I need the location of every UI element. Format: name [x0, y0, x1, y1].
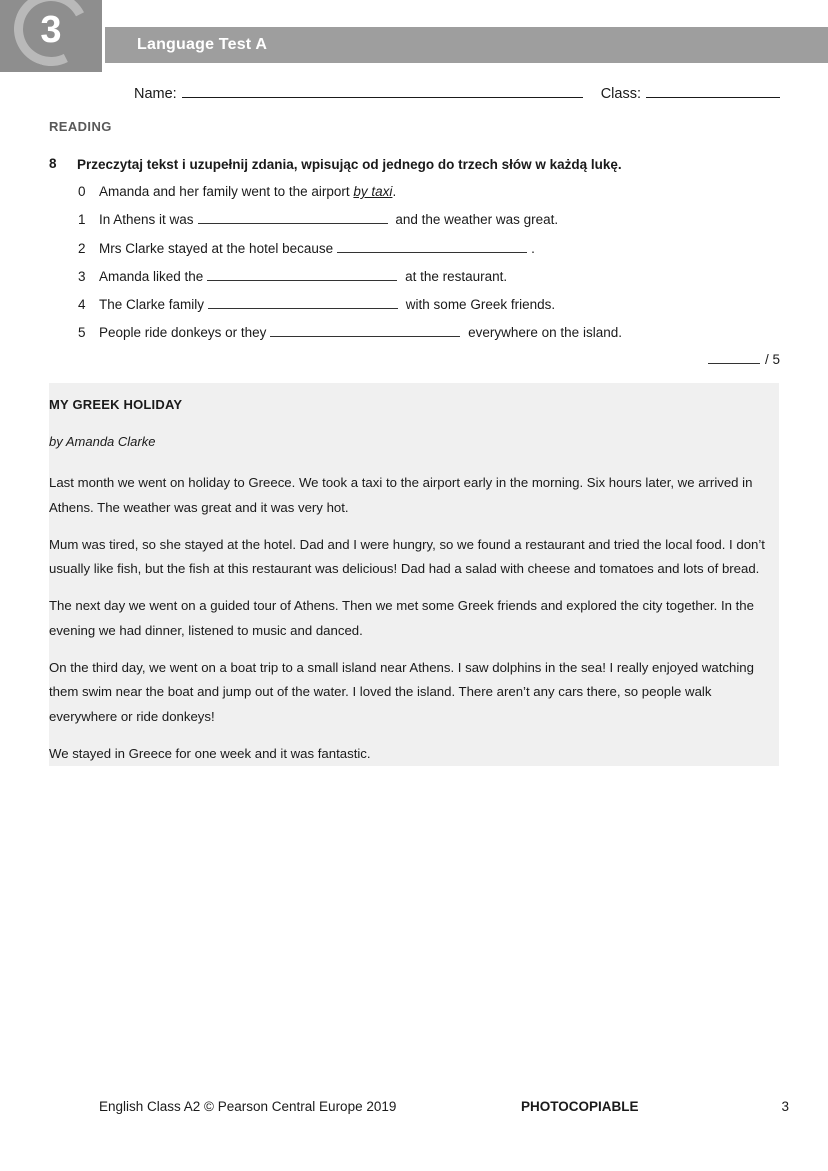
passage-title: MY GREEK HOLIDAY	[49, 397, 183, 412]
unit-number: 3	[40, 9, 62, 51]
item-number: 1	[78, 212, 86, 228]
score-max: / 5	[764, 352, 780, 367]
reading-passage-panel	[49, 383, 779, 766]
score-input-line[interactable]	[708, 351, 760, 364]
passage-body	[49, 471, 779, 766]
page-footer	[99, 1099, 789, 1114]
item-text-after-gap: everywhere on the island.	[468, 325, 622, 341]
passage-paragraph: Last month we went on holiday to Greece. We took a taxi to the airport early in the morning. Six hours later, we arrived in Athens. The weather was great and it was very hot.	[49, 475, 753, 515]
student-identification-line	[134, 85, 780, 102]
task-number: 8	[49, 156, 57, 171]
item-text-after-gap: .	[392, 184, 397, 199]
item-answer-blank[interactable]	[198, 212, 388, 224]
item-text-before-gap: In Athens it was	[99, 212, 194, 228]
title-bar	[105, 27, 828, 63]
footer-photocopiable: PHOTOCOPIABLE	[521, 1099, 639, 1114]
item-example-answer: by taxi	[353, 184, 393, 199]
gap-fill-item	[78, 269, 780, 297]
gap-fill-item	[78, 241, 780, 269]
item-number: 2	[78, 240, 86, 256]
name-input-line[interactable]	[182, 85, 583, 98]
item-text-after-gap: at the restaurant.	[405, 268, 508, 284]
gap-fill-item-list	[78, 184, 780, 354]
item-number: 3	[78, 268, 86, 284]
gap-fill-item	[78, 297, 780, 325]
item-sentence	[99, 212, 558, 227]
item-sentence	[99, 241, 535, 256]
page-title: Language Test A	[137, 36, 268, 53]
item-text-after-gap: .	[531, 240, 535, 256]
score-box	[708, 351, 780, 367]
item-answer-blank[interactable]	[207, 269, 397, 281]
footer-page-number: 3	[781, 1099, 789, 1114]
task-instruction-text: Przeczytaj tekst i uzupełnij zdania, wpisując od jednego do trzech słów w każdą lukę.	[77, 157, 622, 172]
item-answer-blank[interactable]	[337, 241, 527, 253]
item-sentence	[99, 297, 555, 312]
item-sentence	[99, 325, 622, 340]
item-answer-blank[interactable]	[208, 297, 398, 309]
item-text-after-gap: and the weather was great.	[395, 212, 559, 228]
passage-byline: by Amanda Clarke	[49, 434, 156, 449]
item-number: 0	[78, 184, 86, 199]
item-text-before-gap: The Clarke family	[99, 297, 205, 313]
item-sentence	[99, 269, 507, 284]
item-number: 5	[78, 325, 86, 341]
passage-paragraph: The next day we went on a guided tour of Athens. Then we met some Greek friends and explored the city together. In the evening we had dinner, listened to music and danced.	[49, 598, 754, 638]
item-text-before-gap: Amanda liked the	[99, 268, 204, 284]
task-instruction-block	[49, 156, 780, 174]
passage-paragraph: On the third day, we went on a boat trip to a small island near Athens. I saw dolphins in the sea! I really enjoyed watching them swim near the boat and jump out of the water. I loved the island. There aren’t any cars there, so people walk everywhere or ride donkeys!	[49, 659, 754, 724]
name-label: Name:	[134, 86, 177, 102]
class-input-line[interactable]	[646, 85, 780, 98]
item-text-after-gap: with some Greek friends.	[405, 297, 556, 313]
item-sentence	[99, 184, 396, 199]
unit-badge	[0, 0, 102, 72]
item-answer-blank[interactable]	[270, 325, 460, 337]
gap-fill-item	[78, 325, 780, 353]
item-text-before-gap: People ride donkeys or they	[99, 325, 267, 341]
gap-fill-item	[78, 212, 780, 240]
item-text-before-gap: Mrs Clarke stayed at the hotel because	[99, 240, 334, 256]
gap-fill-item	[78, 184, 780, 212]
passage-paragraph: We stayed in Greece for one week and it was fantastic.	[49, 745, 371, 761]
class-label: Class:	[600, 86, 641, 102]
item-text-before-gap: Amanda and her family went to the airport	[99, 184, 350, 199]
passage-paragraph: Mum was tired, so she stayed at the hotel. Dad and I were hungry, so we found a restaurant and tried the local food. I don’t usually like fish, but the fish at this restaurant was delicious! Dad had a salad with cheese and tomatoes and lots of bread.	[49, 536, 765, 576]
footer-copyright: English Class A2 © Pearson Central Europe 2019	[99, 1099, 397, 1114]
item-number: 4	[78, 297, 86, 313]
section-heading-reading: READING	[49, 119, 112, 134]
